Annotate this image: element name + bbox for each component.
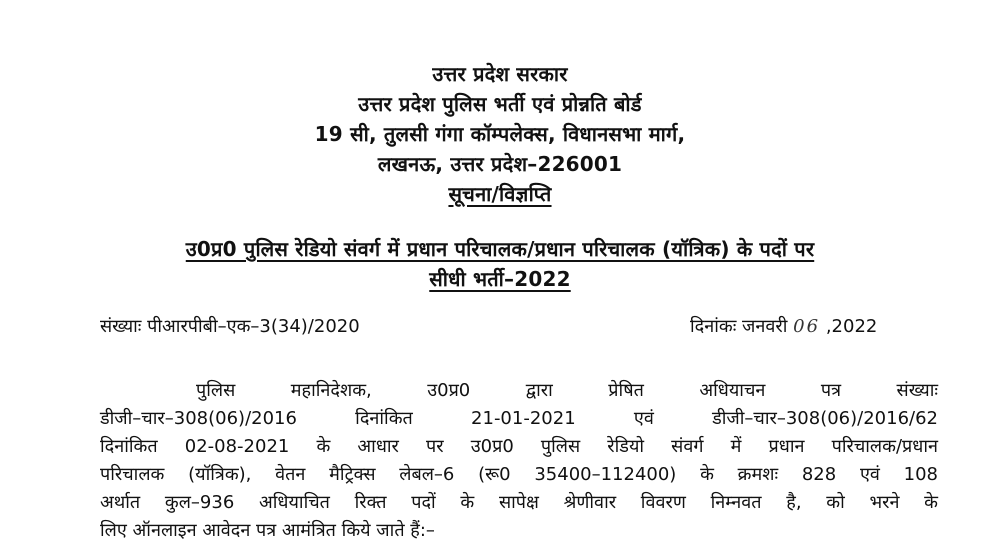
reference-date (690, 314, 877, 338)
body-line-4: परिचालक (यॉत्रिक), वेतन मैट्रिक्स लेबल–6 (रू0 35400–112400) के क्रमशः 828 एवं 108 (100, 464, 938, 485)
date-day-handwritten: 06 (793, 316, 821, 337)
reference-number: संख्याः पीआरपीबी–एक–3(34)/2020 (100, 316, 360, 337)
notice-label-row (0, 180, 1000, 207)
date-prefix: दिनांकः जनवरी (690, 316, 788, 337)
notice-label: सूचना/विज्ञप्ति (448, 182, 552, 206)
subject-row-1 (0, 235, 1000, 262)
subject-line-2: सीधी भर्ती–2022 (429, 267, 571, 291)
body-line-6: लिए ऑनलाइन आवेदन पत्र आमंत्रित किये जाते हैं:– (100, 520, 435, 541)
address-line-1: 19 सी, तुलसी गंगा कॉम्पलेक्स, विधानसभा मार्ग, (314, 122, 686, 146)
body-line-5: अर्थात कुल–936 अधियाचित रिक्त पदों के सापेक्ष श्रेणीवार विवरण निम्नवत है, को भरने के (100, 492, 938, 513)
subject-row-2 (0, 265, 1000, 292)
address-line-2: लखनऊ, उत्तर प्रदेश–226001 (377, 152, 623, 176)
date-year: ,2022 (825, 316, 878, 337)
body-line-2: डीजी–चार–308(06)/2016 दिनांकित 21-01-2021 एवं डीजी–चार–308(06)/2016/62 (100, 408, 938, 429)
body-line-3: दिनांकित 02-08-2021 के आधार पर उ0प्र0 पुलिस रेडियो संवर्ग में प्रधान परिचालक/प्रधान (100, 436, 938, 457)
body-line-1: पुलिस महानिदेशक, उ0प्र0 द्वारा प्रेषित अधियाचन पत्र संख्याः (196, 380, 938, 401)
government-title: उत्तर प्रदेश सरकार (432, 62, 568, 86)
subject-line-1: उ0प्र0 पुलिस रेडियो संवर्ग में प्रधान परिचालक/प्रधान परिचालक (यॉत्रिक) के पदों पर (185, 237, 815, 261)
board-title: उत्तर प्रदेश पुलिस भर्ती एवं प्रोन्नति बोर्ड (358, 92, 642, 116)
